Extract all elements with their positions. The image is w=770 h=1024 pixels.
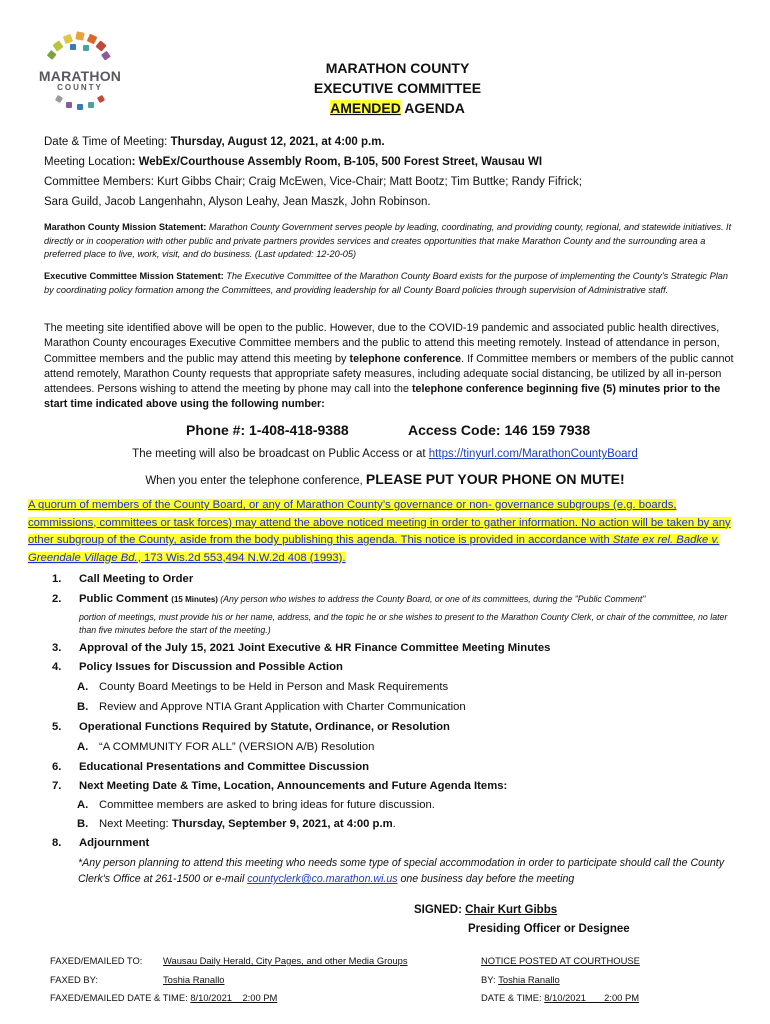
agenda-item-2 [52, 593, 645, 605]
accommodation-text: *Any person planning to attend this meeting who needs some type of special accommodation in order to participate should call the County Clerk's Office at 261-1500 or e-mail [78, 857, 725, 885]
mission-label: Marathon County Mission Statement: [44, 222, 209, 232]
agenda-item-8 [52, 837, 149, 849]
mission-text: Marathon County Government serves people by leading, coordinating, and providing county, regional, and statewide initiatives. It directly or in cooperation with other public and private partners provides services and creates opportunities that make Marathon County and the surrounding area a preferred place to live, work, visit, and do business. (Last updated: 12-20-05) [44, 222, 732, 259]
faxed-to-label: FAXED/EMAILED TO: [50, 955, 143, 966]
sub-letter: A. [77, 681, 89, 693]
item-number: 7. [52, 780, 62, 792]
agenda-item-5a [77, 741, 374, 753]
quorum-notice [28, 497, 738, 567]
agenda-item-3 [52, 642, 550, 654]
broadcast-line [0, 448, 770, 460]
sub-letter: B. [77, 701, 89, 713]
posted-date-row [481, 989, 708, 1008]
faxed-to-value: Wausau Daily Herald, City Pages, and other Media Groups [163, 955, 408, 966]
title-agenda [230, 98, 565, 118]
faxed-date-label: FAXED/EMAILED DATE & TIME: [50, 992, 191, 1003]
quorum-citation: , 173 Wis.2d 553,494 N.W.2d 408 (1993). [137, 551, 346, 564]
faxed-by-label: FAXED BY: [50, 973, 98, 985]
title-county: MARATHON COUNTY [325, 60, 470, 76]
committee-members-1: Committee Members: Kurt Gibbs Chair; Craig McEwen, Vice-Chair; Matt Bootz; Tim Buttke; Randy Fifrick; [44, 176, 582, 188]
signed-label: SIGNED: [414, 904, 466, 916]
faxed-to-row [50, 952, 408, 971]
amended-highlight: AMENDED [330, 100, 401, 116]
title-committee: EXECUTIVE COMMITTEE [313, 80, 482, 96]
agenda-item-7a [77, 799, 435, 811]
faxed-by-value: Toshia Ranallo [163, 973, 225, 985]
item-title: Public Comment [79, 593, 172, 605]
item-title: Approval of the July 15, 2021 Joint Executive & HR Finance Committee Meeting Minutes [79, 642, 551, 654]
item-title: Operational Functions Required by Statute, Ordinance, or Resolution [79, 721, 450, 733]
sub-text: Review and Approve NTIA Grant Application with Charter Communication [99, 701, 466, 713]
next-meeting-end: . [392, 818, 396, 830]
date-label: Date & Time of Meeting: [44, 136, 171, 148]
agenda-item-4b [77, 701, 466, 713]
item-number: 4. [52, 661, 62, 673]
page-title [230, 58, 565, 118]
item-note-1: (Any person who wishes to address the County Board, or one of its committees, during the "Public Comment" [220, 594, 646, 604]
next-meeting-label: Next Meeting: [99, 818, 172, 830]
footer-right [481, 952, 708, 1008]
covid-bold-2: telephone conference beginning five (5) minutes prior to the start time indicated above using the following number: [44, 383, 721, 411]
mute-warning: PLEASE PUT YOUR PHONE ON MUTE! [365, 471, 625, 487]
item-number: 3. [52, 642, 62, 654]
item-title: Adjournment [79, 837, 150, 849]
logo-subtitle: COUNTY [57, 83, 103, 92]
meeting-location [44, 152, 734, 172]
posted-date-value: 8/10/2021 2:00 PM [544, 992, 640, 1003]
mute-line [0, 471, 770, 487]
covid-text-1: The meeting site identified above will be open to the public. However, due to the COVID-19 pandemic and associated public health directives, Marathon County encourages Executive Committee members and the public to attend this meeting remotely. Instead of attendance in person, Committee members and the public may attend this meeting by [44, 322, 720, 365]
signer-name: Chair Kurt Gibbs [465, 904, 558, 916]
covid-text-2: . If Committee members or members of the public cannot attend remotely, Marathon County requests that appropriate safety measures, including adequate social distancing, be utilized by all in-person attendees. Persons wishing to attend the meeting by phone may call into the [44, 352, 734, 396]
item-number: 8. [52, 837, 62, 849]
agenda-item-4 [52, 661, 343, 673]
agenda-item-4a [77, 681, 448, 693]
faxed-by-row [50, 971, 408, 990]
next-meeting-value: Thursday, September 9, 2021, at 4:00 p.m [171, 818, 393, 830]
agenda-item-5 [52, 721, 450, 733]
item-number: 6. [52, 761, 62, 773]
agenda-word: AGENDA [400, 100, 465, 116]
item-duration: (15 Minutes) [171, 595, 221, 604]
mute-text: When you enter the telephone conference, [145, 475, 366, 487]
committee-mission-text: The Executive Committee of the Marathon County Board exists for the purpose of implementing the County's Strategic Plan by coordinating policy formation among the Committees, and providing leadership for all County Board policies through supervision of Administrative staff. [44, 271, 728, 295]
location-value: : WebEx/Courthouse Assembly Room, B-105, 500 Forest Street, Wausau WI [131, 156, 543, 168]
quorum-case: State ex rel. Badke v. Greendale Village Bd. [28, 534, 720, 564]
broadcast-text: The meeting will also be broadcast on Public Access or at [132, 448, 429, 460]
accommodation-text-end: one business day before the meeting [397, 873, 575, 885]
date-value: Thursday, August 12, 2021, at 4:00 p.m. [170, 136, 385, 148]
signer-title: Presiding Officer or Designee [468, 923, 630, 935]
sub-letter: A. [77, 741, 89, 753]
signature-block [414, 901, 651, 939]
sub-text: “A COMMUNITY FOR ALL” (VERSION A/B) Resolution [99, 741, 375, 753]
signed-line [414, 901, 651, 920]
logo-dots-icon [30, 30, 130, 70]
item-title: Policy Issues for Discussion and Possible Action [79, 661, 343, 673]
marathon-county-logo [30, 30, 130, 110]
phone-number: Phone #: 1-408-418-9388 [186, 422, 349, 438]
sub-letter: A. [77, 799, 89, 811]
county-mission-statement [44, 221, 734, 262]
quorum-text: A quorum of members of the County Board, or any of Marathon County’s governance or non- governance subgroups (e.g. boards, commissions, committees or task forces) may attend the above noticed meeting in order to gather information. No action will be taken by any other subgroup of the County, aside from the body publishing this agenda. This notice is provided in accordance with [28, 499, 731, 546]
sub-letter: B. [77, 818, 89, 830]
covid-bold-1: telephone conference [349, 352, 462, 365]
item-title: Educational Presentations and Committee Discussion [79, 761, 370, 773]
accommodation-note [78, 855, 738, 887]
notice-posted: NOTICE POSTED AT COURTHOUSE [481, 955, 640, 966]
access-code: Access Code: 146 159 7938 [408, 422, 591, 438]
agenda-item-7 [52, 780, 507, 792]
posted-date-label: DATE & TIME: [481, 992, 545, 1003]
meeting-details [44, 132, 734, 212]
footer-left [50, 952, 408, 1008]
item-number: 2. [52, 593, 62, 605]
posted-by-row [481, 971, 708, 990]
logo-dots-bottom-icon [30, 94, 130, 114]
agenda-item-7b [77, 818, 396, 830]
covid-notice-paragraph [44, 321, 734, 413]
logo-wordmark: MARATHON [38, 68, 122, 84]
sub-text: County Board Meetings to be Held in Person and Mask Requirements [99, 681, 449, 693]
agenda-item-1 [52, 573, 193, 585]
public-comment-note: portion of meetings, must provide his or her name, address, and the topic he or she wishes to present to the Marathon County Clerk, or chair of the committee, no later than five minutes before the start of the meeting.) [79, 612, 728, 635]
item-title: Call Meeting to Order [79, 573, 194, 585]
agenda-item-6 [52, 761, 369, 773]
committee-mission-label: Executive Committee Mission Statement: [44, 271, 227, 281]
posted-by-label: BY: [481, 973, 499, 985]
item-title: Next Meeting Date & Time, Location, Announcements and Future Agenda Items: [79, 780, 508, 792]
broadcast-link[interactable]: https://tinyurl.com/MarathonCountyBoard [428, 448, 638, 460]
item-number: 1. [52, 573, 62, 585]
sub-text: Committee members are asked to bring ideas for future discussion. [99, 799, 435, 811]
clerk-email-link[interactable]: countyclerk@co.marathon.wi.us [247, 873, 398, 885]
faxed-date-row [50, 989, 408, 1008]
committee-mission-statement [44, 270, 734, 297]
committee-members-2: Sara Guild, Jacob Langenhahn, Alyson Leahy, Jean Maszk, John Robinson. [44, 196, 431, 208]
meeting-date [44, 132, 734, 152]
location-label: Meeting Location [44, 156, 132, 168]
faxed-date-value: 8/10/2021 2:00 PM [190, 992, 278, 1003]
item-number: 5. [52, 721, 62, 733]
posted-by-value: Toshia Ranallo [498, 973, 560, 985]
